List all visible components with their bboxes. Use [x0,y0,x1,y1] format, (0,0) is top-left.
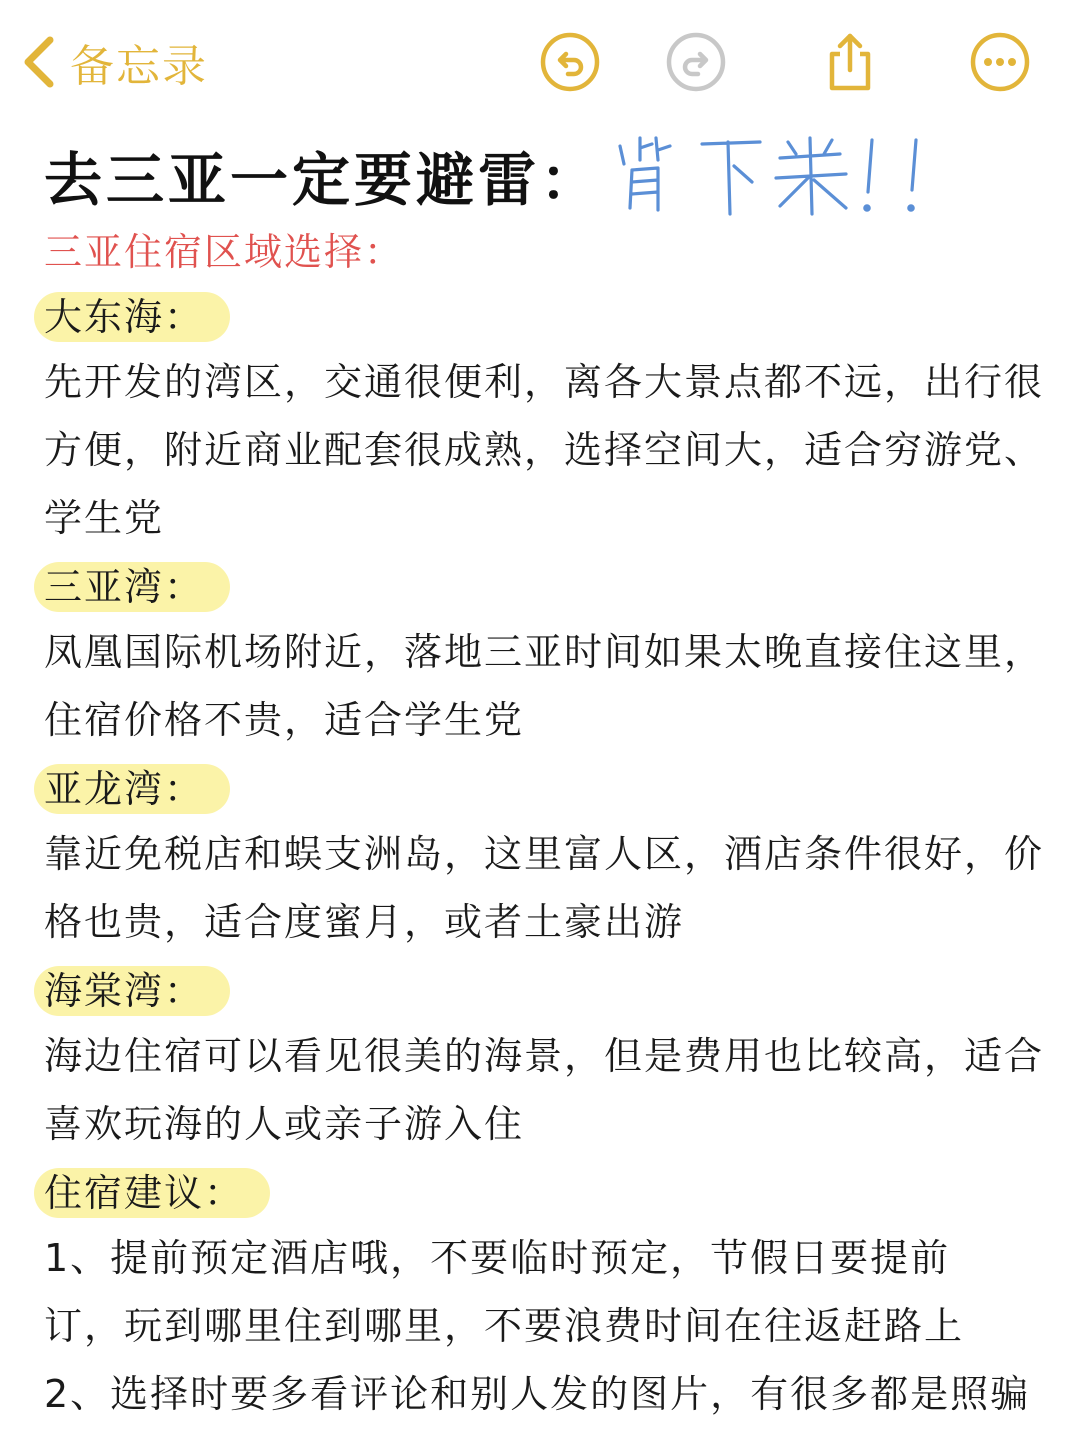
note-subtitle: 三亚住宿区域选择： [44,230,405,274]
title-row [44,130,1054,230]
note-title: 去三亚一定要避雷： [44,146,603,214]
paragraph-line: 住宿价格不贵，适合学生党 [44,698,525,742]
note-section [44,282,1054,552]
paragraph-line: 1、提前预定酒店哦，不要临时预定，节假日要提前 [44,1236,951,1280]
section-paragraph [44,618,1054,754]
note-section [44,552,1054,754]
paragraph-line: 靠近免税店和蜈支洲岛，这里富人区，酒店条件很好，价 [44,832,1045,876]
sections-container [44,282,1054,1428]
more-button[interactable] [968,30,1032,94]
chevron-left-icon [20,32,60,92]
section-paragraph [44,1224,1054,1428]
redo-button[interactable] [664,30,728,94]
handwriting-icon [610,130,940,220]
section-paragraph [44,820,1054,956]
paragraph-line: 格也贵，适合度蜜月，或者土豪出游 [44,900,685,944]
section-paragraph [44,348,1054,552]
section-heading: 亚龙湾： [34,764,230,814]
note-section [44,754,1054,956]
share-button[interactable] [818,30,882,94]
undo-icon [538,30,602,94]
note-section [44,1158,1054,1428]
section-paragraph [44,1022,1054,1158]
handwritten-annotation [610,130,940,220]
paragraph-line: 学生党 [44,496,165,540]
section-heading: 大东海： [34,292,230,342]
section-heading: 三亚湾： [34,562,230,612]
back-label: 备忘录 [70,41,208,92]
paragraph-line: 订，玩到哪里住到哪里，不要浪费时间在往返赶路上 [44,1304,965,1348]
note-body[interactable] [44,130,1054,1428]
paragraph-line: 喜欢玩海的人或亲子游入住 [44,1102,525,1146]
section-heading: 海棠湾： [34,966,230,1016]
redo-icon [664,30,728,94]
notes-toolbar [0,0,1080,120]
paragraph-line: 方便，附近商业配套很成熟，选择空间大，适合穷游党、 [44,428,1045,472]
paragraph-line: 先开发的湾区，交通很便利，离各大景点都不远，出行很 [44,360,1045,404]
undo-button[interactable] [538,30,602,94]
paragraph-line: 海边住宿可以看见很美的海景，但是费用也比较高，适合 [44,1034,1045,1078]
note-section [44,956,1054,1158]
share-icon [818,30,882,94]
more-icon [968,30,1032,94]
back-button[interactable] [20,30,208,94]
paragraph-line: 凤凰国际机场附近，落地三亚时间如果太晚直接住这里， [44,630,1045,674]
section-heading: 住宿建议： [34,1168,270,1218]
paragraph-line: 2、选择时要多看评论和别人发的图片，有很多都是照骗 [44,1372,1031,1416]
